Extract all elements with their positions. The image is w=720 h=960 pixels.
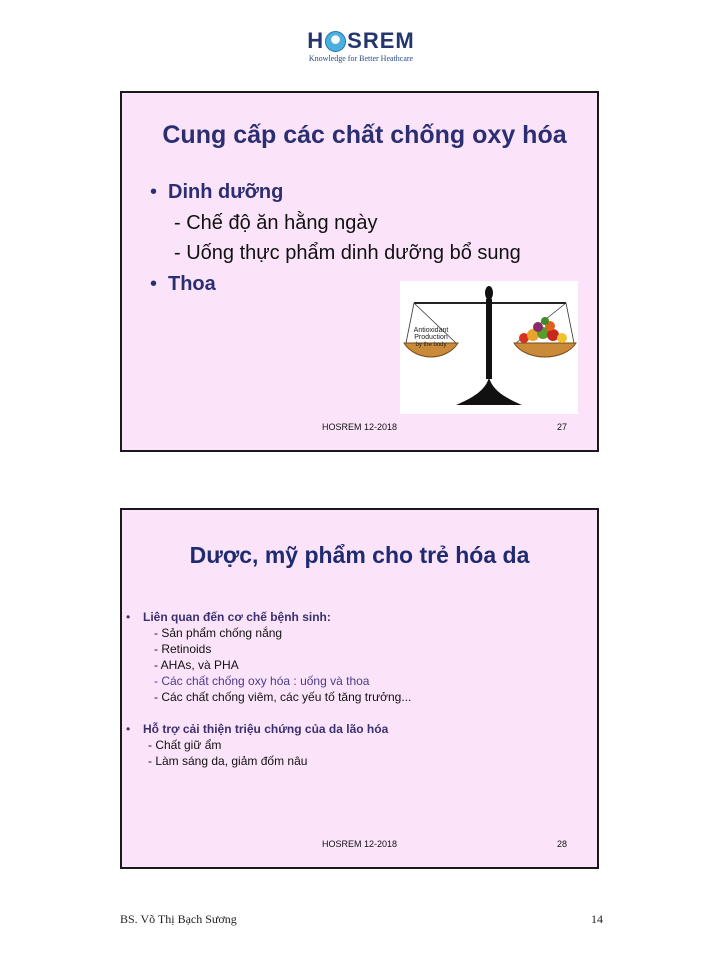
slide-title: Cung cấp các chất chống oxy hóa <box>162 121 567 149</box>
slide-footer-label: HOSREM 12-2018 <box>322 422 398 432</box>
sub-item-daily-diet: - Chế độ ăn hằng ngày <box>174 212 378 234</box>
scale-label-line-2: Production <box>414 334 448 341</box>
slide-number: 28 <box>556 839 567 849</box>
list-item: - Làm sáng da, giảm đốm nâu <box>148 754 308 768</box>
globe-icon <box>325 31 346 52</box>
list-item: - Chất giữ ẩm <box>148 738 222 752</box>
list-item: - Retinoids <box>154 642 212 656</box>
scale-label-line-1: Antioxidant <box>413 327 449 334</box>
section-heading-text: Liên quan đến cơ chế bệnh sinh: <box>143 610 331 624</box>
author-name: BS. Võ Thị Bạch Sương <box>120 912 237 926</box>
slide-title: Dược, mỹ phẩm cho trẻ hóa da <box>189 542 530 568</box>
list-item: - AHAs, và PHA <box>154 658 239 672</box>
section-heading-pathogenesis <box>122 610 331 624</box>
balance-scale-image <box>400 281 578 414</box>
bullet-label: Thoa <box>168 273 216 295</box>
bullet-dot: • <box>150 181 158 203</box>
page-number: 14 <box>591 912 603 926</box>
slide-footer-label: HOSREM 12-2018 <box>322 839 398 849</box>
bullet-dinh-duong <box>150 181 283 204</box>
list-item: - Sản phẩm chống nắng <box>154 626 283 640</box>
hosrem-logo <box>300 28 422 70</box>
balance-scale-icon <box>400 281 578 414</box>
list-item: - Các chất chống oxy hóa : uống và thoa <box>154 674 370 688</box>
section-heading-text: Hỗ trợ cải thiện triệu chứng của da lão hóa <box>143 722 389 736</box>
logo-tagline: Knowledge for Better Heathcare <box>308 54 414 63</box>
bullet-dot: • <box>150 273 158 295</box>
slide-number: 27 <box>556 422 567 432</box>
logo-letter-h: H <box>307 28 325 53</box>
logo-wordmark <box>300 28 422 54</box>
list-item: - Các chất chống viêm, các yếu tố tăng trưởng... <box>154 690 412 704</box>
sub-item-supplements: - Uống thực phẩm dinh dưỡng bổ sung <box>174 242 521 264</box>
slide-28 <box>120 508 599 869</box>
bullet-label: Dinh dưỡng <box>168 181 284 203</box>
bullet-dot: • <box>126 722 131 736</box>
bullet-thoa <box>150 273 216 296</box>
bullet-dot: • <box>126 610 131 624</box>
section-heading-symptoms <box>122 722 388 736</box>
logo-letters-srem: SREM <box>347 28 415 53</box>
slide-27 <box>120 91 599 452</box>
scale-label-line-3: by the body <box>415 342 447 348</box>
